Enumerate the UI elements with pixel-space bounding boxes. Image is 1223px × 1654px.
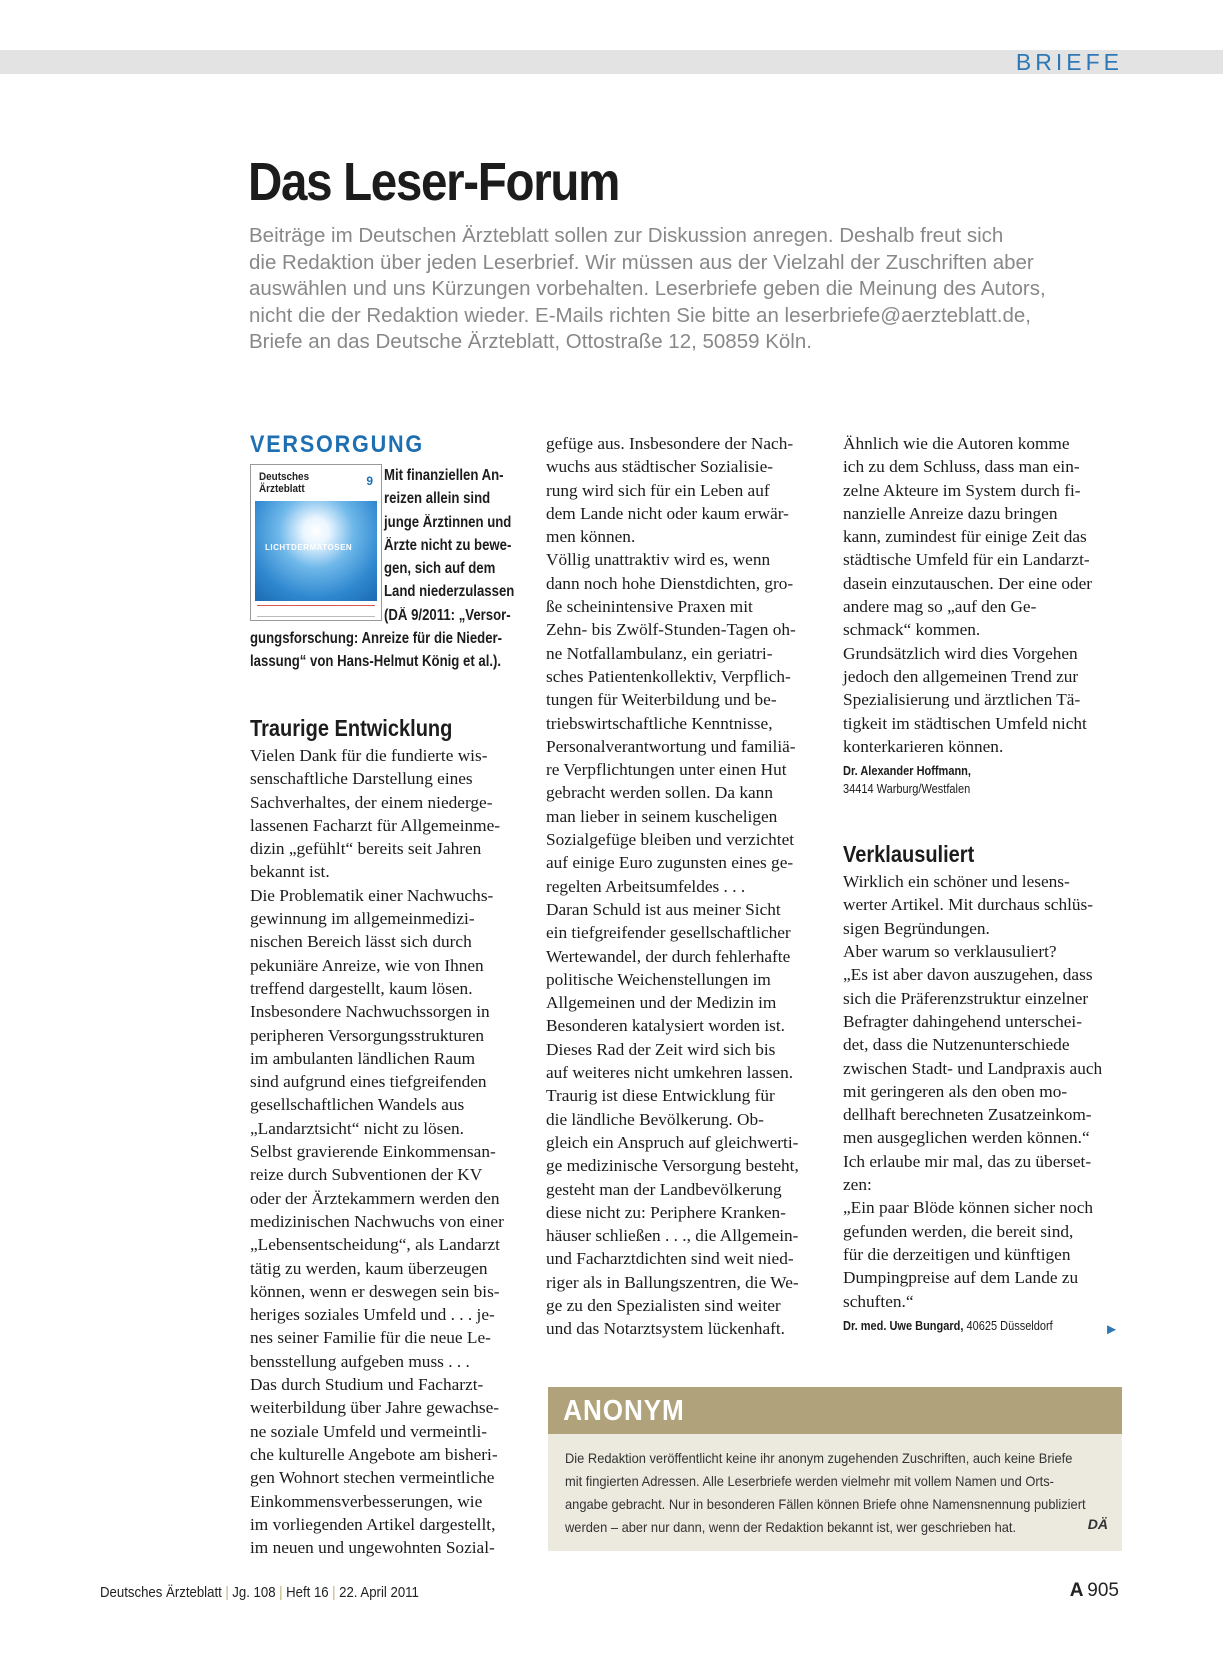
text-line: Wirklich ein schöner und lesens- xyxy=(843,872,1070,892)
text-line: Personalverantwortung und familiä- xyxy=(546,736,796,756)
intro-line: nicht die der Redaktion wieder. E-Mails richten Sie bitte an leserbriefe@aerzteblatt.de, xyxy=(249,303,1031,327)
teaser-line: Ärzte nicht zu bewe- xyxy=(384,536,512,554)
letter-signature xyxy=(843,1317,1089,1335)
text-line: tätig zu werden, kaum überzeugen xyxy=(250,1258,488,1278)
text-line: zwischen Stadt- und Landpraxis auch xyxy=(843,1058,1103,1078)
teaser-line: (DÄ 9/2011: „Versor- xyxy=(384,606,511,624)
text-line: tungen für Weiterbildung und be- xyxy=(546,690,777,710)
text-line: Allgemeinen und der Medizin im xyxy=(546,993,777,1013)
text-line: dasein einzutauschen. Der eine oder xyxy=(843,573,1093,593)
text-line: werden – aber nur dann, wenn der Redaktion bekannt ist, wer geschrieben hat. xyxy=(565,1519,1017,1535)
text-line: im ambulanten ländlichen Raum xyxy=(250,1048,476,1068)
page-footer xyxy=(100,1584,419,1601)
intro-line: die Redaktion über jeden Leserbrief. Wir müssen aus der Vielzahl der Zuschriften aber xyxy=(249,250,1034,274)
page-title: Das Leser-Forum xyxy=(248,152,620,212)
column-3 xyxy=(843,432,1123,1338)
text-line: sches Patientenkollektiv, Verpflich- xyxy=(546,666,791,686)
teaser-line: junge Ärztinnen und xyxy=(384,513,512,531)
teaser-text xyxy=(384,464,534,627)
cover-image-title: LICHTDERMATOSEN xyxy=(265,543,353,552)
text-line: senschaftliche Darstellung eines xyxy=(250,769,473,789)
continue-arrow-icon: ► xyxy=(1104,1321,1119,1338)
text-line: städtische Umfeld für ein Landarzt- xyxy=(843,550,1090,570)
teaser-line: gungsforschung: Anreize für die Nieder- xyxy=(250,630,503,647)
text-line: Daran Schuld ist aus meiner Sicht xyxy=(546,899,781,919)
intro-line: Briefe an das Deutsche Ärzteblatt, Ottostraße 12, 50859 Köln. xyxy=(249,330,812,353)
text-line: Völlig unattraktiv wird es, wenn xyxy=(546,550,771,570)
cover-logo-line: Ärzteblatt xyxy=(259,483,305,495)
text-line: Wertewandel, der durch fehlerhafte xyxy=(546,946,791,966)
issue: Heft 16 xyxy=(286,1584,329,1601)
text-line: medizinischen Nachwuchs von einer xyxy=(250,1211,504,1231)
text-line: che kulturelle Angebote am bisheri- xyxy=(250,1444,498,1464)
author-location: 34414 Warburg/Westfalen xyxy=(843,782,971,797)
text-line: sind aufgrund eines tiefgreifenden xyxy=(250,1072,487,1092)
text-line: reize durch Subventionen der KV xyxy=(250,1165,483,1185)
text-line: gen Wohnort stechen vermeintliche xyxy=(250,1468,495,1488)
text-line: schmack“ kommen. xyxy=(843,620,981,640)
letter-body-continued xyxy=(843,432,1123,758)
text-line: gefüge aus. Insbesondere der Nach- xyxy=(546,434,794,453)
page-prefix: A xyxy=(1069,1580,1084,1601)
text-line: kann, zumindest für einige Zeit das xyxy=(843,527,1087,547)
text-line: men ausgeglichen werden können.“ xyxy=(843,1128,1090,1148)
letter-body-continued xyxy=(546,432,826,1341)
journal-name: Deutsches Ärzteblatt xyxy=(100,1584,222,1601)
text-line: Vielen Dank für die fundierte wis- xyxy=(250,746,488,765)
text-line: Aber warum so verklausuliert? xyxy=(843,942,1057,962)
text-line: re Verpflichtungen unter einen Hut xyxy=(546,760,787,780)
text-line: Die Problematik einer Nachwuchs- xyxy=(250,885,494,905)
text-line: werter Artikel. Mit durchaus schlüs- xyxy=(843,895,1094,915)
page-number-value: 905 xyxy=(1087,1580,1119,1601)
text-line: „Es ist aber davon auszugehen, dass xyxy=(843,965,1093,985)
text-line: nes seiner Familie für die neue Le- xyxy=(250,1328,491,1348)
text-line: diese nicht zu: Periphere Kranken- xyxy=(546,1202,786,1222)
text-line: sich die Präferenzstruktur einzelner xyxy=(843,988,1089,1008)
footer-separator: | xyxy=(225,1584,229,1601)
text-line: Zehn- bis Zwölf-Stunden-Tagen oh- xyxy=(546,620,796,640)
text-line: dizin „gefühlt“ bereits seit Jahren xyxy=(250,839,482,859)
text-line: angabe gebracht. Nur in besonderen Fällen können Briefe ohne Namensnennung publiziert xyxy=(565,1496,1086,1512)
text-line: mit geringeren als den oben mo- xyxy=(843,1081,1068,1101)
text-line: dellhaft berechneten Zusatzeinkom- xyxy=(843,1105,1092,1125)
topic-teaser xyxy=(250,464,530,674)
text-line: und das Notarztsystem lückenhaft. xyxy=(546,1319,785,1339)
section-label: BRIEFE xyxy=(1015,49,1123,75)
text-line: Grundsätzlich wird dies Vorgehen xyxy=(843,643,1078,663)
date: 22. April 2011 xyxy=(339,1584,419,1601)
text-line: gewinnung im allgemeinmedizi- xyxy=(250,909,475,929)
teaser-text-continued xyxy=(250,627,550,674)
text-line: men können. xyxy=(546,527,636,547)
text-line: Insbesondere Nachwuchssorgen in xyxy=(250,1002,490,1022)
intro-line: auswählen und uns Kürzungen vorbehalten. Leserbriefe geben die Meinung des Autors, xyxy=(249,277,1046,300)
text-line: tigkeit im städtischen Umfeld nicht xyxy=(843,713,1087,733)
cover-footer-lines xyxy=(257,605,375,617)
teaser-line: Land niederzulassen xyxy=(384,583,515,601)
text-line: regelten Arbeitsumfeldes . . . xyxy=(546,876,746,896)
page-number xyxy=(1070,1580,1119,1602)
letter-heading: Verklausuliert xyxy=(843,841,975,868)
text-line: gesellschaftlichen Wandels aus xyxy=(250,1095,465,1115)
cover-logo-line: Deutsches xyxy=(259,471,310,483)
text-line: riger als in Ballungszentren, die We- xyxy=(546,1272,799,1292)
text-line: ße scheinintensive Praxen mit xyxy=(546,597,753,617)
anonym-signature: DÄ xyxy=(1087,1516,1108,1532)
text-line: auf einige Euro zugunsten eines ge- xyxy=(546,853,794,873)
text-line: konterkarieren können. xyxy=(843,736,1004,756)
text-line: ich zu dem Schluss, dass man ein- xyxy=(843,457,1080,477)
text-line: man lieber in seinem kuscheligen xyxy=(546,806,778,826)
text-line: rung wird sich für ein Leben auf xyxy=(546,480,770,500)
text-line: nischen Bereich lässt sich durch xyxy=(250,932,472,952)
author-location: 40625 Düsseldorf xyxy=(966,1318,1053,1333)
text-line: pekuniäre Anreize, wie von Ihnen xyxy=(250,955,484,975)
journal-cover-image xyxy=(250,464,382,621)
text-line: oder der Ärztekammern werden den xyxy=(250,1188,500,1208)
text-line: dem Lande nicht oder kaum erwär- xyxy=(546,503,789,523)
text-line: Dieses Rad der Zeit wird sich bis xyxy=(546,1039,776,1059)
text-line: dann noch hohe Dienstdichten, gro- xyxy=(546,573,794,593)
text-line: Sozialgefüge bleiben und verzichtet xyxy=(546,830,795,850)
text-line: peripheren Versorgungsstrukturen xyxy=(250,1025,485,1045)
text-line: ne soziale Umfeld und vermeintli- xyxy=(250,1421,488,1441)
text-line: für die derzeitigen und künftigen xyxy=(843,1244,1071,1264)
teaser-line: reizen allein sind xyxy=(384,490,491,508)
text-line: politische Weichenstellungen im xyxy=(546,969,771,989)
text-line: andere mag so „auf den Ge- xyxy=(843,597,1037,617)
column-2 xyxy=(546,432,826,1341)
text-line: lassenen Facharzt für Allgemeinme- xyxy=(250,815,501,835)
text-line: mit fingierten Adressen. Alle Leserbriefe werden vielmehr mit vollem Namen und Orts- xyxy=(565,1473,1054,1489)
text-line: triebswirtschaftliche Kenntnisse, xyxy=(546,713,773,733)
text-line: Traurig ist diese Entwicklung für xyxy=(546,1086,775,1106)
text-line: gesteht man der Landbevölkerung xyxy=(546,1179,782,1199)
text-line: auf weiteres nicht umkehren lassen. xyxy=(546,1063,794,1083)
cover-logo xyxy=(259,471,309,495)
text-line: ne Notfallambulanz, ein geriatri- xyxy=(546,643,773,663)
letter-body xyxy=(843,870,1123,1313)
text-line: gebracht werden sollen. Da kann xyxy=(546,783,773,803)
text-line: Selbst gravierende Einkommensan- xyxy=(250,1142,496,1162)
text-line: häuser schließen . . ., die Allgemein- xyxy=(546,1226,799,1246)
column-1 xyxy=(250,432,530,1559)
text-line: nanzielle Anreize dazu bringen xyxy=(843,503,1058,523)
text-line: jedoch den allgemeinen Trend zur xyxy=(843,666,1079,686)
volume: Jg. 108 xyxy=(232,1584,276,1601)
text-line: heriges soziales Umfeld und . . . je- xyxy=(250,1305,495,1325)
text-line: det, dass die Nutzenunterschiede xyxy=(843,1035,1070,1055)
text-line: schuften.“ xyxy=(843,1291,914,1311)
anonym-notice-box xyxy=(548,1387,1122,1551)
text-line: Das durch Studium und Facharzt- xyxy=(250,1375,484,1395)
text-line: Ähnlich wie die Autoren komme xyxy=(843,434,1070,453)
text-line: zen: xyxy=(843,1175,872,1195)
text-line: Die Redaktion veröffentlicht keine ihr anonym zugehenden Zuschriften, auch keine Briefe xyxy=(565,1450,1073,1466)
text-line: im vorliegenden Artikel dargestellt, xyxy=(250,1514,496,1534)
topic-label: VERSORGUNG xyxy=(250,431,425,458)
teaser-line: lassung“ von Hans-Helmut König et al.). xyxy=(250,653,502,671)
teaser-line: gen, sich auf dem xyxy=(384,560,496,578)
text-line: Besonderen katalysiert worden ist. xyxy=(546,1016,785,1036)
cover-issue-number: 9 xyxy=(366,474,373,488)
text-line: ein tiefgreifender gesellschaftlicher xyxy=(546,923,791,943)
text-line: gefunden werden, die bereit sind, xyxy=(843,1221,1074,1241)
author-name: Dr. med. Uwe Bungard, xyxy=(843,1318,964,1333)
text-line: treffend dargestellt, kaum lösen. xyxy=(250,978,473,998)
text-line: können, wenn er deswegen sein bis- xyxy=(250,1281,500,1301)
text-line: „Landarztsicht“ nicht zu lösen. xyxy=(250,1118,465,1138)
text-line: Sachverhaltes, der einem niederge- xyxy=(250,792,493,812)
text-line: Einkommensverbesserungen, wie xyxy=(250,1491,483,1511)
text-line: Spezialisierung und ärztlichen Tä- xyxy=(843,690,1081,710)
text-line: gleich ein Anspruch auf gleichwerti- xyxy=(546,1132,799,1152)
intro-text xyxy=(249,223,1129,356)
text-line: weiterbildung über Jahre gewachse- xyxy=(250,1398,500,1418)
letter-signature xyxy=(843,762,1089,798)
text-line: „Ein paar Blöde können sicher noch xyxy=(843,1198,1094,1218)
text-line: ge medizinische Versorgung besteht, xyxy=(546,1156,799,1176)
anonym-text xyxy=(548,1434,1122,1539)
text-line: bensstellung aufgeben muss . . . xyxy=(250,1351,470,1371)
text-line: ge zu den Spezialisten sind weiter xyxy=(546,1295,781,1315)
teaser-line: Mit finanziellen An- xyxy=(384,467,504,484)
text-line: Befragter dahingehend unterschei- xyxy=(843,1011,1082,1031)
text-line: „Lebensentscheidung“, als Landarzt xyxy=(250,1235,500,1255)
anonym-header xyxy=(548,1387,1122,1434)
text-line: zelne Akteure im System durch fi- xyxy=(843,480,1081,500)
text-line: und Facharztdichten sind weit nied- xyxy=(546,1249,794,1269)
author-name: Dr. Alexander Hoffmann, xyxy=(843,764,971,779)
text-line: bekannt ist. xyxy=(250,862,330,882)
text-line: wuchs aus städtischer Sozialisie- xyxy=(546,457,774,477)
text-line: sigen Begründungen. xyxy=(843,918,990,938)
letter-heading: Traurige Entwicklung xyxy=(250,715,453,741)
text-line: Dumpingpreise auf dem Lande zu xyxy=(843,1268,1079,1288)
footer-separator: | xyxy=(279,1584,283,1601)
text-line: die ländliche Bevölkerung. Ob- xyxy=(546,1109,764,1129)
text-line: Ich erlaube mir mal, das zu überset- xyxy=(843,1151,1092,1171)
text-line: im neuen und ungewohnten Sozial- xyxy=(250,1538,495,1558)
footer-separator: | xyxy=(332,1584,336,1601)
intro-line: Beiträge im Deutschen Ärzteblatt sollen zur Diskussion anregen. Deshalb freut sich xyxy=(249,224,1004,247)
letter-body xyxy=(250,744,530,1559)
anonym-title: ANONYM xyxy=(563,1395,685,1427)
